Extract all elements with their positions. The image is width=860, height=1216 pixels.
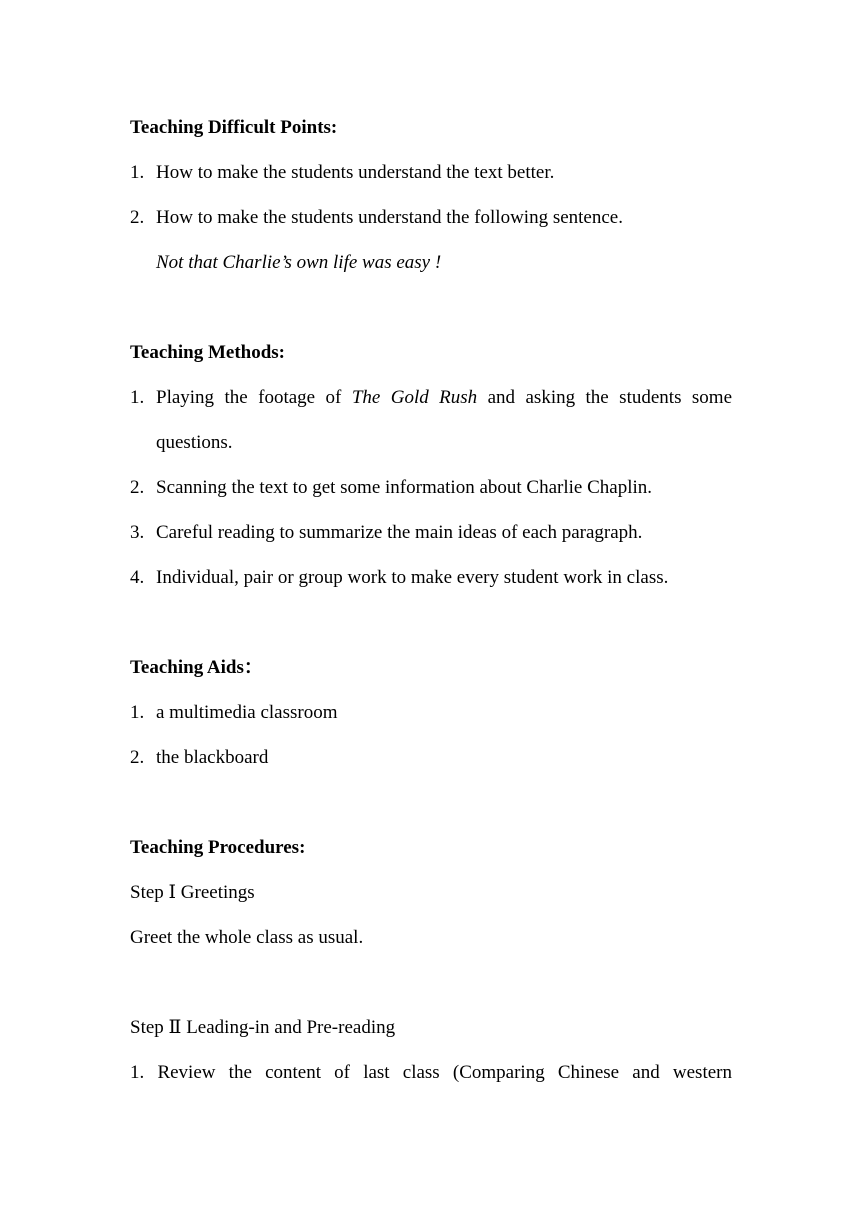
item-number: 3.	[130, 522, 145, 543]
item-number: 2.	[130, 477, 145, 498]
step-body: Greet the whole class as usual.	[130, 927, 364, 948]
method-item	[130, 566, 668, 590]
item-text-before: Playing the footage of	[156, 387, 342, 408]
item-number: 2.	[130, 207, 145, 228]
item-number: 1.	[130, 162, 145, 183]
method-item	[130, 521, 642, 545]
teaching-methods-heading: Teaching Methods:	[130, 342, 286, 363]
film-title: The Gold Rush	[351, 387, 478, 408]
item-number: 2.	[130, 747, 145, 768]
teaching-procedures-heading: Teaching Procedures:	[130, 837, 306, 858]
item-text: Careful reading to summarize the main ideas of each paragraph.	[156, 522, 643, 543]
item-text: a multimedia classroom	[156, 702, 338, 723]
step-title: Step Ⅰ Greetings	[130, 882, 255, 903]
aid-item	[130, 746, 268, 770]
difficult-point-item	[130, 161, 554, 185]
item-text: Scanning the text to get some information about Charlie Chaplin.	[156, 477, 653, 498]
difficult-point-item	[130, 206, 623, 230]
item-text: the blackboard	[156, 747, 269, 768]
item-text	[156, 386, 732, 410]
method-item	[130, 476, 652, 500]
step-title: Step Ⅱ Leading-in and Pre-reading	[130, 1017, 396, 1038]
item-text: Individual, pair or group work to make every student work in class.	[156, 567, 669, 588]
step-item: 1. Review the content of last class (Comparing Chinese and western	[130, 1062, 732, 1083]
aid-item	[130, 701, 338, 725]
example-sentence: Not that Charlie’s own life was easy !	[156, 252, 442, 273]
method-item	[130, 386, 732, 410]
item-number: 4.	[130, 567, 145, 588]
method-item-continuation: questions.	[156, 432, 233, 453]
item-text-after: and asking the students some	[487, 387, 732, 408]
item-text: How to make the students understand the text better.	[156, 162, 555, 183]
difficult-points-heading: Teaching Difficult Points:	[130, 117, 338, 138]
teaching-aids-heading: Teaching Aids：	[130, 657, 263, 678]
item-text: How to make the students understand the following sentence.	[156, 207, 623, 228]
item-number: 1.	[130, 702, 145, 723]
item-number: 1.	[130, 387, 145, 408]
